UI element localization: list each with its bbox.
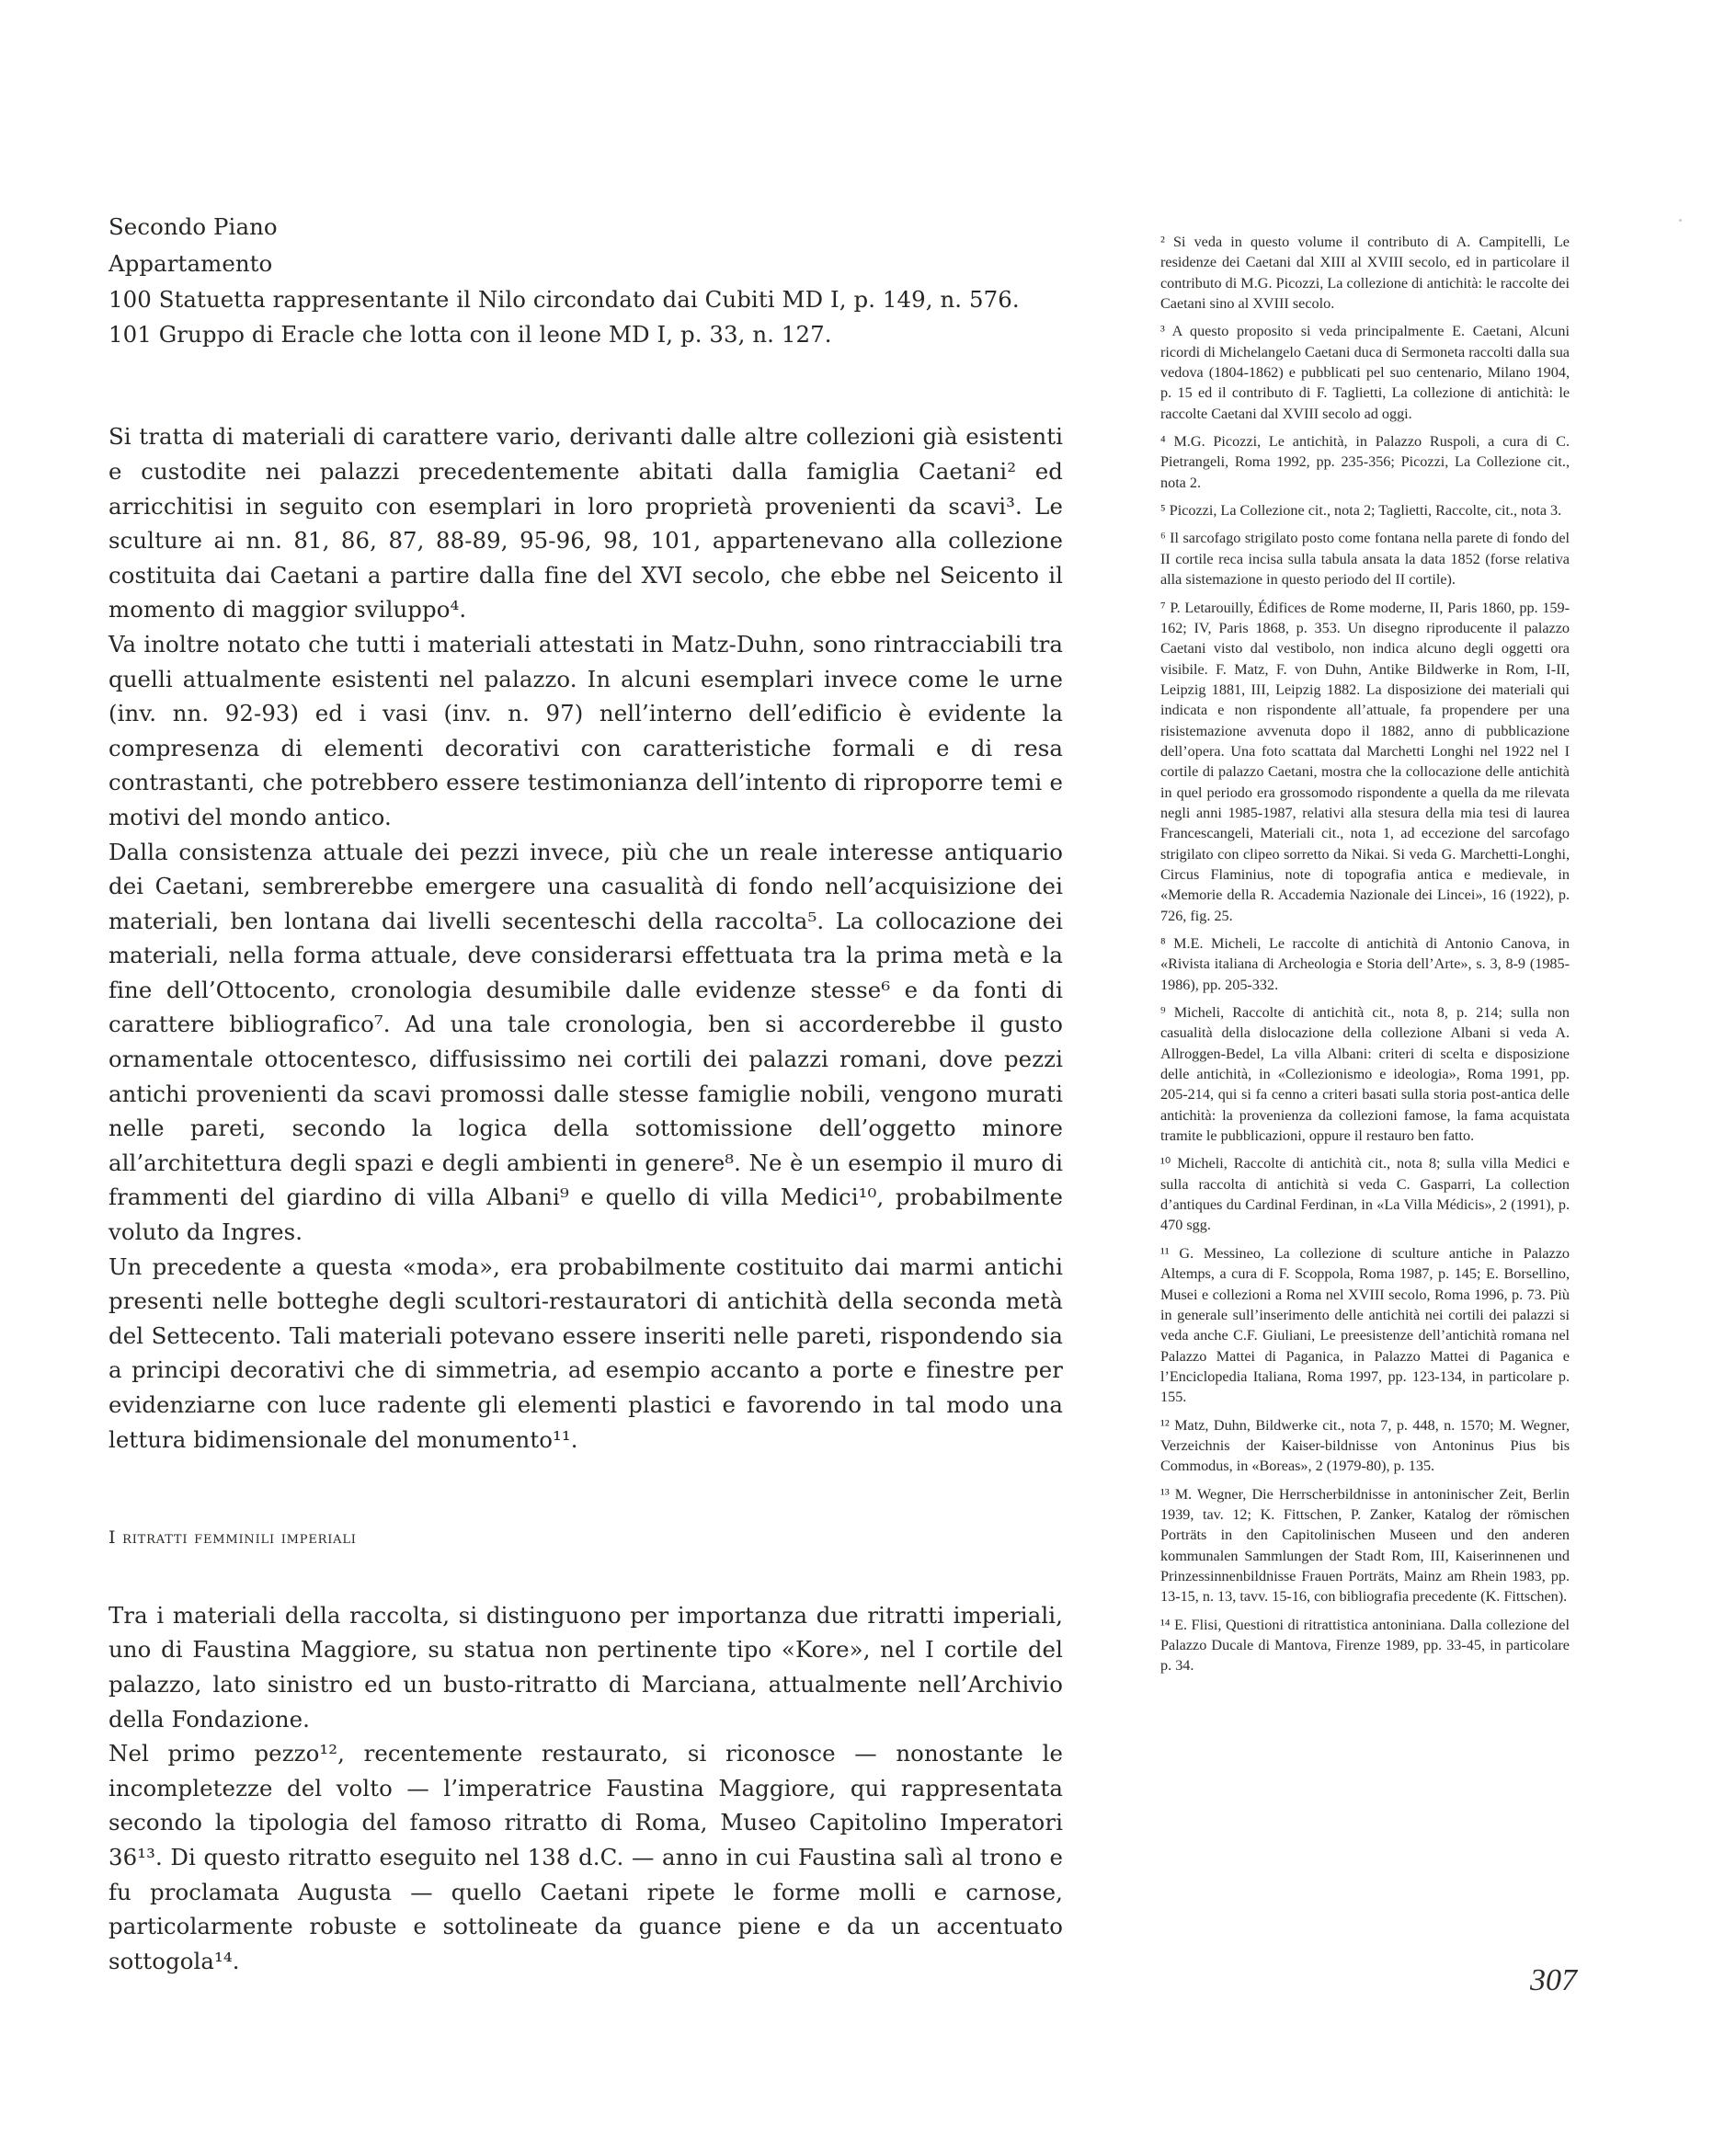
section-heading: I ritratti femminili imperiali [108,1527,357,1549]
footnote: ⁶ Il sarcofago strigilato posto come fontana nella parete di fondo del II cortile reca incisa sulla tabula ansata la data 1852 (forse relativa alla sistemazione in questo periodo del II cortile). [1160,530,1570,589]
catalog-entry: 101 Gruppo di Eracle che lotta con il leone MD I, p. 33, n. 127. [108,320,832,348]
footnotes-column [1160,232,1570,1684]
subsection-title: Appartamento [108,249,273,277]
footnote: ³ A questo proposito si veda principalmente E. Caetani, Alcuni ricordi di Michelangelo Caetani duca di Sermoneta raccolti dalla sua vedova (1804-1862) e pubblicati pel suo centenario, Milano 1904, p. 15 ed il contributo di F. Taglietti, La collezione di antichità: le raccolte Caetani dal XVIII secolo ad oggi. [1160,323,1570,422]
catalog-entry: 100 Statuetta rappresentante il Nilo circondato dai Cubiti MD I, p. 149, n. 576. [108,286,1020,314]
footnote: ⁴ M.G. Picozzi, Le antichità, in Palazzo Ruspoli, a cura di C. Pietrangeli, Roma 1992, pp. 235-356; Picozzi, La Collezione cit., nota 2. [1160,433,1570,491]
body-paragraph: Va inoltre notato che tutti i materiali attestati in Matz-Duhn, sono rintracciabili tra quelli attualmente esistenti nel palazzo. In alcuni esemplari invece come le urne (inv. nn. 92-93) ed i vasi (inv. n. 97) nell’interno dell’edificio è evidente la compresenza di elementi decorativi con caratteristiche formali e di resa contrastanti, che potrebbero essere testimonianza dell’intento di riproporre temi e motivi del mondo antico. [108,630,1063,830]
footnote: ¹⁴ E. Flisi, Questioni di ritrattistica antoniniana. Dalla collezione del Palazzo Ducale di Mantova, Firenze 1989, pp. 33-45, in particolare p. 34. [1160,1616,1570,1675]
body-paragraph: Nel primo pezzo¹², recentemente restaurato, si riconosce — nonostante le incompletezze del volto — l’imperatrice Faustina Maggiore, qui rappresentata secondo la tipologia del famoso ritratto di Roma, Museo Capitolino Imperatori 36¹³. Di questo ritratto eseguito nel 138 d.C. — anno in cui Faustina salì al trono e fu proclamata Augusta — quello Caetani ripete le forme molli e carnose, particolarmente robuste e sottolineate da guance piene e da un accentuato sottogola¹⁴. [108,1740,1063,1974]
footnote: ⁸ M.E. Micheli, Le raccolte di antichità di Antonio Canova, in «Rivista italiana di Archeologia e Storia dell’Arte», s. 3, 8-9 (1985-1986), pp. 205-332. [1160,935,1570,993]
body-paragraph: Si tratta di materiali di carattere vario, derivanti dalle altre collezioni già esistenti e custodite nei palazzi precedentemente abitati dalla famiglia Caetani² ed arricchitisi in seguito con esemplari in loro proprietà provenienti da scavi³. Le sculture ai nn. 81, 86, 87, 88-89, 95-96, 98, 101, appartenevano alla collezione costituita dai Caetani a partire dalla fine del XVI secolo, che ebbe nel Seicento il momento di maggior sviluppo⁴. [108,423,1063,623]
footnote: ² Si veda in questo volume il contributo di A. Campitelli, Le residenze dei Caetani dal XIII al XVIII secolo, ed in particolare il contributo di M.G. Picozzi, La collezione di antichità: le raccolte dei Caetani sino al XVIII secolo. [1160,234,1570,313]
footnote: ¹³ M. Wegner, Die Herrscherbildnisse in antoninischer Zeit, Berlin 1939, tav. 12; K. Fittschen, P. Zanker, Katalog der römischen Porträts in den Capitolinischen Museen und den anderen kommunalen Sammlungen der Stadt Rom, III, Kaiserinnenen und Prinzessinnenbildnisse Frauen Porträts, Mainz am Rhein 1983, pp. 13-15, n. 13, tavv. 15-16, con bibliografia precedente (K. Fittschen). [1160,1485,1570,1606]
body-paragraph: Tra i materiali della raccolta, si distinguono per importanza due ritratti imperiali, uno di Faustina Maggiore, su statua non pertinente tipo «Kore», nel I cortile del palazzo, lato sinistro ed un busto-ritratto di Marciana, attualmente nell’Archivio della Fondazione. [108,1601,1063,1733]
page-number: 307 [1530,1963,1577,1997]
footnote: ¹² Matz, Duhn, Bildwerke cit., nota 7, p. 448, n. 1570; M. Wegner, Verzeichnis der Kaiser-bildnisse von Antoninus Pius bis Commodus, in «Boreas», 2 (1979-80), p. 135. [1160,1416,1570,1475]
speck-decoration [1679,219,1682,222]
footnote: ⁷ P. Letarouilly, Édifices de Rome moderne, II, Paris 1860, pp. 159-162; IV, Paris 1868, p. 353. Un disegno riproducente il palazzo Caetani visto dal vestibolo, non indica alcuno degli oggetti ora visibile. F. Matz, F. von Duhn, Antike Bildwerke in Rom, I-II, Leipzig 1881, III, Leipzig 1882. La disposizione dei materiali qui indicata e non rispondente all’attuale, fa propendere per una risistemazione avvenuta dopo il 1882, anno di pubblicazione dell’opera. Una foto scattata dal Marchetti Longhi nel 1922 nel I cortile di palazzo Caetani, mostra che la collocazione delle antichità in quel periodo era grossomodo rispondente a quella da me rilevata negli anni 1985-1987, relativi alla stesura della mia tesi di laurea Francescangeli, Materiali cit., nota 1, ad eccezione del sarcofago strigilato con clipeo sorretto da Nikai. Si veda G. Marchetti-Longhi, Circus Flaminius, note di topografia antica e medievale, in «Memorie della R. Accademia Nazionale dei Lincei», 16 (1922), p. 726, fig. 25. [1160,599,1570,924]
body-paragraph: Dalla consistenza attuale dei pezzi invece, più che un reale interesse antiquario dei Caetani, sembrerebbe emergere una casualità di fondo nell’acquisizione dei materiali, ben lontana dai livelli secenteschi della raccolta⁵. La collocazione dei materiali, nella forma attuale, deve considerarsi effettuata tra la prima metà e la fine dell’Ottocento, cronologia desumibile dalle evidenze stesse⁶ e da fonti di carattere bibliografico⁷. Ad una tale cronologia, ben si accorderebbe il gusto ornamentale ottocentesco, diffusissimo nei cortili dei palazzi romani, dove pezzi antichi provenienti da scavi promossi dalle stesse famiglie nobili, vengono murati nelle pareti, secondo la logica della sottomissione dell’oggetto minore all’architettura degli spazi e degli ambienti in genere⁸. Ne è un esempio il muro di frammenti del giardino di villa Albani⁹ e quello di villa Medici¹⁰, probabilmente voluto da Ingres. [108,838,1063,1246]
main-text-column [108,210,1063,1978]
footnote: ⁵ Picozzi, La Collezione cit., nota 2; Taglietti, Raccolte, cit., nota 3. [1160,502,1562,520]
section-title: Secondo Piano [108,213,278,240]
footnote: ¹⁰ Micheli, Raccolte di antichità cit., nota 8; sulla villa Medici e sulla raccolta di antichità si veda C. Gasparri, La collection d’antiques du Cardinal Ferdinan, in «La Villa Médicis», 2 (1991), p. 470 sgg. [1160,1155,1570,1234]
footnote: ⁹ Micheli, Raccolte di antichità cit., nota 8, p. 214; sulla non casualità della dislocazione della collezione Albani si veda A. Allroggen-Bedel, La villa Albani: criteri di scelta e disposizione delle antichità, in «Collezionismo e ideologia», Roma 1991, pp. 205-214, qui si fa cenno a criteri basati sulla storia post-antica delle antichità: la provenienza da collezioni famose, la fama acquistata tramite le pubblicazioni, oppure il restauro ben fatto. [1160,1004,1570,1145]
footnote: ¹¹ G. Messineo, La collezione di sculture antiche in Palazzo Altemps, a cura di F. Scoppola, Roma 1987, p. 145; E. Borsellino, Musei e collezioni a Roma nel XVIII secolo, Roma 1996, p. 73. Più in generale sull’inserimento delle antichità nei cortili dei palazzi si veda anche C.F. Giuliani, Le preesistenze dell’antichità romana nel Palazzo Mattei di Paganica, in Palazzo Mattei di Paganica e l’Enciclopedia Italiana, Roma 1997, pp. 123-134, in particolare p. 155. [1160,1244,1570,1406]
body-paragraph: Un precedente a questa «moda», era probabilmente costituito dai marmi antichi presenti nelle botteghe degli scultori-restauratori di antichità della seconda metà del Settecento. Tali materiali potevano essere inseriti nelle pareti, rispondendo sia a principi decorativi che di simmetria, ad esempio accanto a porte e finestre per evidenziarne con luce radente gli elementi plastici e favorendo in tal modo una lettura bidimensionale del monumento¹¹. [108,1252,1063,1453]
